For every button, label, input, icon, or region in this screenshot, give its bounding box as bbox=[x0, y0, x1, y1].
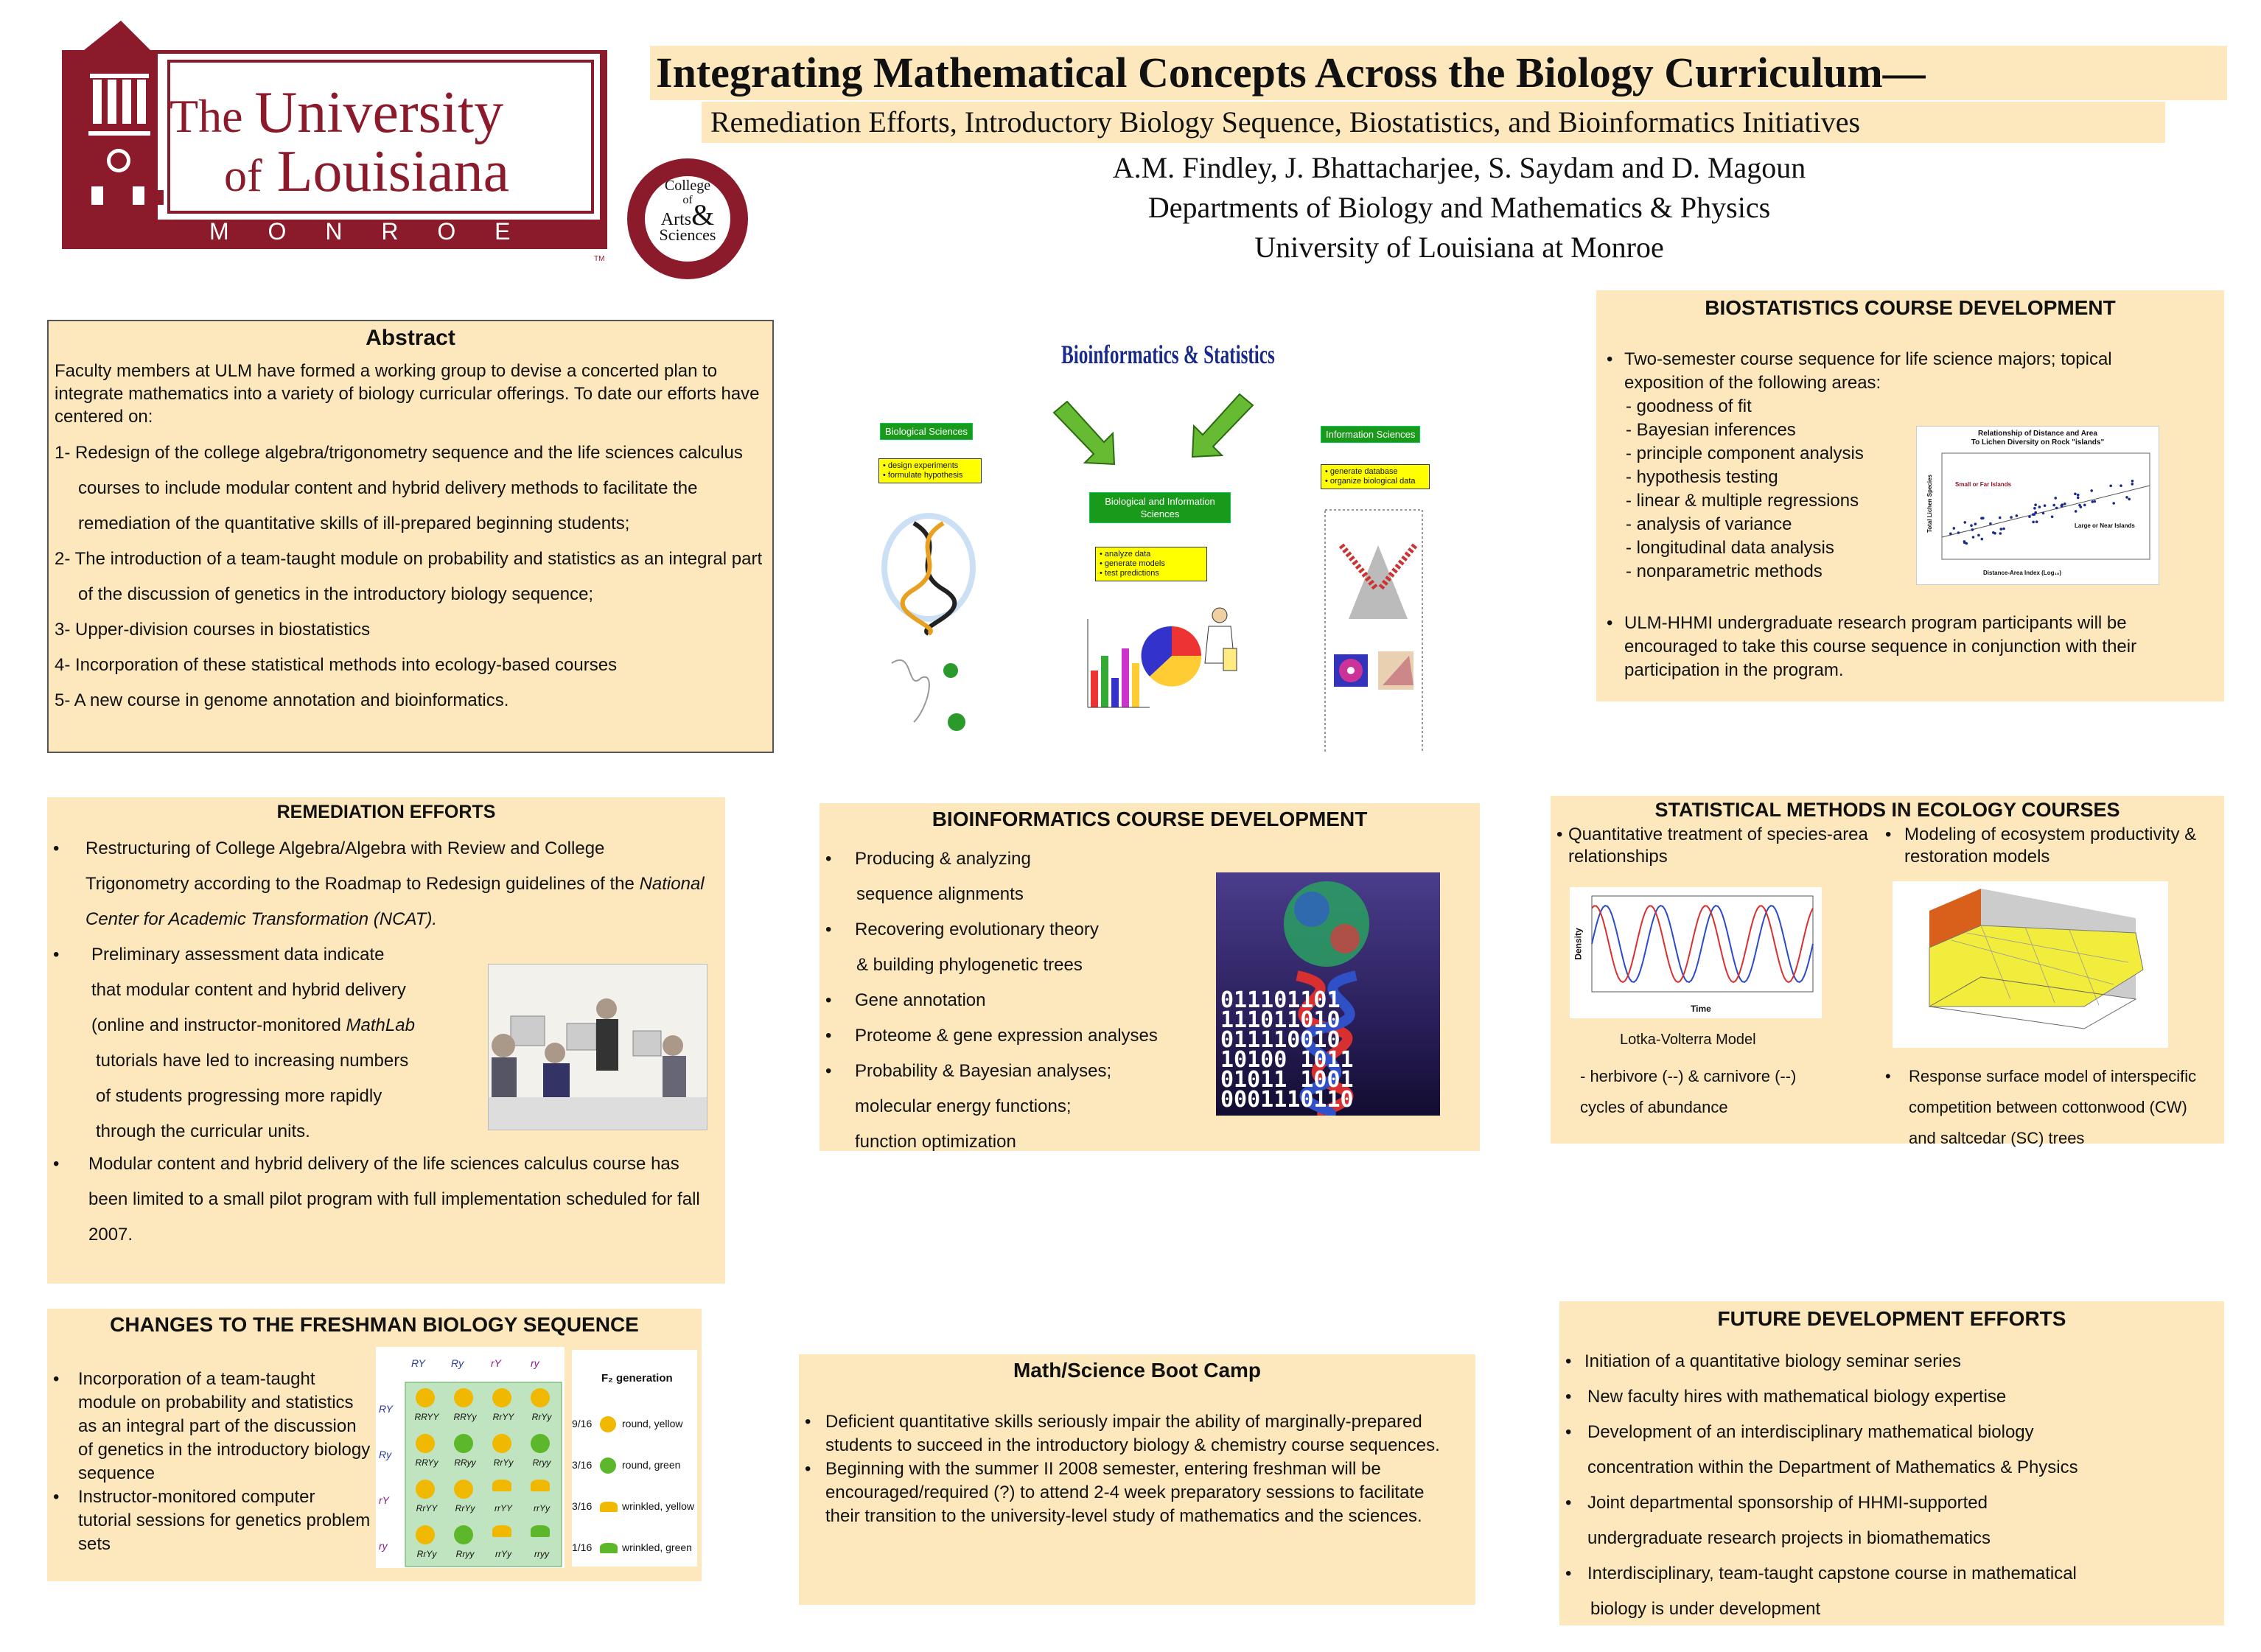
punnett-genotype: rryy bbox=[534, 1549, 549, 1559]
f2-label-1: round, yellow bbox=[622, 1418, 683, 1429]
punnett-seed-icon bbox=[454, 1480, 473, 1499]
abstract-intro: Faculty members at ULM have formed a working group to devise a concerted plan to integrate mathematics into a variety of biology curricular offerings. To date our efforts have centered on: bbox=[55, 361, 760, 427]
scatter-point bbox=[2033, 507, 2036, 510]
future-item-3b: concentration within the Department of Mathematics & Physics bbox=[1587, 1457, 2078, 1477]
future-item-4b: undergraduate research projects in biomathematics bbox=[1587, 1528, 1991, 1548]
scatter-small-label: Small or Far Islands bbox=[1955, 481, 2012, 488]
surface-plot-icon bbox=[1893, 881, 2168, 1048]
scatter-point bbox=[1992, 531, 1995, 534]
logo-monroe: M O N R O E bbox=[209, 218, 527, 245]
title-text: Integrating Mathematical Concepts Across the Biology Curriculum— bbox=[656, 49, 1926, 97]
remediation-b2-line1: • Preliminary assessment data indicate bbox=[91, 945, 385, 965]
topic-2: - Bayesian inferences bbox=[1626, 420, 1796, 440]
seal-line1: College bbox=[664, 178, 711, 194]
remediation-b1 bbox=[47, 831, 710, 937]
gamete-top-3: rY bbox=[491, 1357, 501, 1369]
freshman-panel bbox=[47, 1309, 702, 1581]
scatter-point bbox=[2034, 503, 2037, 506]
punnett-seed-icon bbox=[454, 1434, 473, 1453]
scatter-point bbox=[2044, 504, 2047, 507]
topic-7: - longitudinal data analysis bbox=[1626, 538, 1834, 558]
logo-louisiana: Louisiana bbox=[276, 139, 510, 204]
punnett-genotype: Rryy bbox=[455, 1549, 475, 1559]
punnett-seed-icon bbox=[492, 1388, 511, 1407]
lotka-volterra-chart bbox=[1570, 887, 1822, 1018]
biostat-bullet1-text: • Two-semester course sequence for life science majors; topical exposition of the following areas: bbox=[1601, 348, 2131, 395]
scatter-point bbox=[2055, 507, 2058, 510]
scatter-point bbox=[2054, 497, 2057, 500]
scatter-point bbox=[2077, 497, 2080, 500]
staircase-icon bbox=[1378, 651, 1413, 690]
topic-5: - linear & multiple regressions bbox=[1626, 491, 1859, 511]
arrow-left-down-icon bbox=[1192, 394, 1253, 457]
f2-ratio-4: 1/16 bbox=[572, 1541, 593, 1553]
binary-line-4: 10100 1011 bbox=[1220, 1047, 1354, 1073]
abstract-item-2: 2- The introduction of a team-taught module on probability and statistics as an integral part of the discussion of genetics in the introductory biology sequence; bbox=[55, 549, 763, 604]
topic-4: - hypothesis testing bbox=[1626, 467, 1778, 487]
bioinf-item-4: • Proteome & gene expression analyses bbox=[855, 1026, 1158, 1046]
future-item-3a: • Development of an interdisciplinary mathematical biology bbox=[1587, 1422, 2034, 1442]
bootcamp-b2: • Beginning with the summer II 2008 semester, entering freshman will be encouraged/required (?) to attend 2-4 week preparatory sessions to facilitate their transition to the university-level study of mathematics and the sciences. bbox=[799, 1457, 1462, 1528]
punnett-seed-icon bbox=[416, 1480, 435, 1499]
scatter-point bbox=[2077, 494, 2080, 497]
punnett-genotype: Rryy bbox=[532, 1457, 551, 1468]
lv-desc: - herbivore (--) & carnivore (--) cycles of abundance bbox=[1580, 1067, 1797, 1116]
punnett-genotype: rrYy bbox=[534, 1503, 550, 1513]
bioinformatics-list bbox=[820, 841, 1217, 1160]
bio-item-1: • design experiments bbox=[883, 461, 959, 470]
punnett-seed-icon bbox=[531, 1434, 550, 1453]
scatter-point bbox=[2042, 512, 2045, 515]
future-item-5a: • Interdisciplinary, team-taught capstone course in mathematical bbox=[1587, 1564, 2077, 1583]
seal-line4: Sciences bbox=[659, 225, 716, 244]
seal-amp: & bbox=[691, 198, 715, 231]
scatter-point bbox=[2032, 521, 2035, 524]
center-item-3: • test predictions bbox=[1100, 569, 1159, 578]
scatter-point bbox=[1971, 528, 1974, 531]
gene-map-icon bbox=[892, 660, 965, 731]
abstract-item-3: 3- Upper-division courses in biostatistics bbox=[55, 620, 371, 640]
punnett-genotype: RrYy bbox=[493, 1457, 514, 1468]
f2-label-2: round, green bbox=[622, 1459, 681, 1471]
freshman-list bbox=[47, 1368, 371, 1556]
arrow-right-down-icon bbox=[1054, 402, 1114, 464]
punnett-genotype: RrYy bbox=[531, 1412, 552, 1422]
abstract-panel bbox=[47, 320, 774, 753]
future-item-4a: • Joint departmental sponsorship of HHMI-supported bbox=[1587, 1493, 1988, 1513]
scatter-title-1: Relationship of Distance and Area bbox=[1978, 430, 2097, 438]
f2-ratio-1: 9/16 bbox=[572, 1418, 593, 1429]
biostat-panel bbox=[1596, 290, 2224, 701]
seed-yellow-round-icon bbox=[600, 1416, 616, 1432]
scatter-point bbox=[1980, 517, 1983, 520]
punnett-genotype: RrYy bbox=[416, 1549, 437, 1559]
subtitle-text: Remediation Efforts, Introductory Biology Sequence, Biostatistics, and Bioinformatics Initiatives bbox=[710, 105, 1861, 139]
poster-subtitle bbox=[702, 102, 2165, 143]
remediation-b3 bbox=[47, 1147, 718, 1253]
scatter-point bbox=[1999, 532, 2002, 535]
remediation-b1-text: Restructuring of College Algebra/Algebra with Review and College Trigonometry according to the Roadmap to Redesign guidelines of the bbox=[85, 839, 635, 894]
center-label: Biological and Information Sciences bbox=[1089, 492, 1231, 523]
punnett-seed-icon bbox=[416, 1434, 435, 1453]
scatter-point bbox=[1949, 533, 1952, 536]
scatter-xlabel: Distance-Area Index (Log₁₀) bbox=[1983, 570, 2062, 576]
gamete-side-4: ry bbox=[379, 1540, 388, 1552]
remediation-b2-line6: through the curricular units. bbox=[96, 1121, 310, 1141]
seed-yellow-wrinkled-icon bbox=[600, 1502, 618, 1512]
bioinformatics-diagram bbox=[870, 324, 1459, 752]
scatter-title-2: To Lichen Diversity on Rock "islands" bbox=[1971, 438, 2105, 447]
remediation-heading: REMEDIATION EFFORTS bbox=[276, 802, 496, 822]
binary-line-5: 01011 1001 bbox=[1220, 1067, 1354, 1093]
diagram-graphics bbox=[870, 324, 1459, 752]
scatter-point bbox=[2125, 496, 2128, 499]
scatter-point bbox=[2083, 504, 2086, 507]
lv-caption: Lotka-Volterra Model bbox=[1620, 1032, 1756, 1048]
punnett-seed-icon bbox=[531, 1480, 550, 1491]
scatter-point bbox=[2035, 520, 2038, 523]
bar-chart-icon bbox=[1088, 619, 1150, 707]
scatter-point bbox=[2063, 503, 2066, 505]
remediation-b2 bbox=[47, 937, 460, 1149]
binary-line-1: 011101101 bbox=[1220, 987, 1341, 1013]
gamete-side-3: rY bbox=[379, 1494, 389, 1506]
ecology-heading: STATISTICAL METHODS IN ECOLOGY COURSES bbox=[1654, 799, 2120, 821]
topic-1: - goodness of fit bbox=[1626, 396, 1752, 416]
scatter-point bbox=[2131, 480, 2134, 483]
future-item-1: • Initiation of a quantitative biology seminar series bbox=[1584, 1351, 1961, 1371]
biostat-heading: BIOSTATISTICS COURSE DEVELOPMENT bbox=[1705, 296, 2116, 319]
herbivore-curve bbox=[1592, 906, 1813, 982]
scatter-point bbox=[1953, 527, 1956, 530]
ecology-col1 bbox=[1551, 824, 1875, 868]
punnett-genotype: RrYY bbox=[492, 1412, 514, 1422]
abstract-heading: Abstract bbox=[366, 326, 455, 350]
logo-of: of bbox=[224, 151, 262, 201]
scatter-point bbox=[2109, 485, 2112, 488]
freshman-heading: CHANGES TO THE FRESHMAN BIOLOGY SEQUENCE bbox=[110, 1313, 639, 1336]
punnett-genotype: rrYY bbox=[495, 1503, 512, 1513]
topic-8: - nonparametric methods bbox=[1626, 561, 1823, 581]
remediation-b1-ncat: National Center for Academic Transformation (NCAT). bbox=[85, 874, 705, 929]
biostat-topics bbox=[1626, 395, 1864, 584]
ecology-col1-text: • Quantitative treatment of species-area relationships bbox=[1551, 824, 1875, 868]
punnett-genotype: RRYy bbox=[453, 1412, 477, 1422]
scatter-point bbox=[2000, 528, 2003, 531]
scatter-point bbox=[2051, 516, 2054, 519]
authors: A.M. Findley, J. Bhattacharjee, S. Saydam and D. Magoun bbox=[1112, 151, 1806, 184]
scatter-point bbox=[2112, 502, 2115, 505]
scatter-point bbox=[2128, 498, 2131, 501]
remediation-b2-line2: that modular content and hybrid delivery bbox=[91, 980, 406, 1000]
punnett-seed-icon bbox=[531, 1525, 550, 1537]
binary-line-6: 0001110110 bbox=[1220, 1087, 1354, 1113]
abstract-item-5: 5- A new course in genome annotation and bioinformatics. bbox=[55, 690, 509, 710]
biostat-bullet1 bbox=[1601, 348, 2131, 395]
cd-disc-icon bbox=[1334, 654, 1368, 687]
bootcamp-b1: • Deficient quantitative skills seriously impair the ability of marginally-prepared students to succeed in the introductory biology & chemistry course sequences. bbox=[799, 1410, 1462, 1457]
scatter-point bbox=[1964, 521, 1967, 524]
f2-label-3: wrinkled, yellow bbox=[622, 1500, 695, 1512]
lv-ylabel: Density bbox=[1573, 928, 1584, 960]
binary-text bbox=[1220, 987, 1354, 1113]
scatter-point bbox=[2080, 505, 2083, 508]
gamete-top-1: RY bbox=[411, 1357, 425, 1369]
future-item-5b: biology is under development bbox=[1590, 1599, 1821, 1619]
scatter-point bbox=[2074, 493, 2077, 496]
info-item-1: • generate database bbox=[1325, 467, 1398, 476]
diagram-title: Bioinformatics & Statistics bbox=[1061, 340, 1275, 369]
f2-title: F₂ generation bbox=[601, 1372, 673, 1385]
f2-legend bbox=[572, 1350, 697, 1567]
dna-helix-icon bbox=[884, 516, 973, 634]
scatter-point bbox=[2028, 515, 2031, 518]
remediation-b2-line4: tutorials have led to increasing numbers bbox=[96, 1051, 409, 1071]
bootcamp-heading: Math/Science Boot Camp bbox=[1013, 1359, 1262, 1382]
rs-desc-text: • Response surface model of interspecific competition between cottonwood (CW) and saltcedar (SC) trees bbox=[1879, 1061, 2218, 1154]
scatter-point bbox=[2016, 514, 2019, 517]
dna-binary-artwork bbox=[1216, 872, 1440, 1116]
bio-sciences-label: Biological Sciences bbox=[880, 423, 973, 440]
future-heading: FUTURE DEVELOPMENT EFFORTS bbox=[1717, 1307, 2066, 1330]
seed-green-wrinkled-icon bbox=[600, 1543, 618, 1553]
university-logo bbox=[62, 21, 622, 264]
scatter-chart bbox=[1916, 426, 2159, 585]
logo-the: The bbox=[170, 90, 243, 142]
pie-chart-icon bbox=[1142, 626, 1201, 687]
logo-tm: TM bbox=[594, 255, 605, 263]
institution: University of Louisiana at Monroe bbox=[1254, 231, 1664, 264]
scatter-point bbox=[2120, 484, 2122, 487]
binary-line-2: 111011010 bbox=[1220, 1007, 1341, 1033]
scatter-point bbox=[1970, 524, 1973, 527]
info-sciences-label: Information Sciences bbox=[1321, 426, 1420, 443]
bioinf-item-1a: • Producing & analyzing bbox=[855, 849, 1031, 869]
bio-item-2: • formulate hypothesis bbox=[883, 471, 963, 480]
seal-line3: Arts bbox=[660, 210, 692, 229]
center-item-2: • generate models bbox=[1100, 559, 1165, 568]
scatter-point bbox=[2052, 504, 2055, 507]
scatter-large-label: Large or Near Islands bbox=[2075, 522, 2135, 529]
abstract-item-4: 4- Incorporation of these statistical methods into ecology-based courses bbox=[55, 655, 618, 675]
scientist-icon bbox=[1205, 608, 1237, 671]
bioinf-item-5b: molecular energy functions; bbox=[855, 1096, 1072, 1116]
college-seal bbox=[625, 156, 750, 281]
info-item-2: • organize biological data bbox=[1325, 477, 1416, 486]
bioinformatics-panel bbox=[820, 803, 1480, 1151]
remediation-b2-line3: (online and instructor-monitored bbox=[91, 1015, 341, 1035]
scatter-point bbox=[1972, 536, 1975, 539]
gamete-side-2: Ry bbox=[379, 1449, 392, 1460]
punnett-square bbox=[376, 1347, 565, 1568]
scatter-point bbox=[1999, 517, 2002, 519]
punnett-genotype: rrYy bbox=[495, 1549, 511, 1559]
biostat-bullet2 bbox=[1601, 612, 2190, 682]
remediation-panel bbox=[47, 797, 725, 1284]
computer-lab-photo bbox=[488, 964, 707, 1130]
scatter-point bbox=[2090, 489, 2093, 492]
scatter-point bbox=[2091, 500, 2094, 503]
scatter-point bbox=[2075, 510, 2077, 513]
scatter-plot bbox=[1917, 427, 2159, 584]
punnett-seed-icon bbox=[416, 1388, 435, 1407]
scatter-point bbox=[1974, 522, 1977, 525]
rs-desc bbox=[1879, 1061, 2218, 1154]
gamete-top-4: ry bbox=[531, 1357, 539, 1369]
punnett-seed-icon bbox=[492, 1434, 511, 1453]
punnett-genotype: RRYY bbox=[414, 1412, 439, 1422]
punnett-genotype: RRYy bbox=[415, 1457, 438, 1468]
punnett-genotype: RRyy bbox=[454, 1457, 476, 1468]
seed-green-round-icon bbox=[600, 1457, 616, 1474]
bioinf-item-3: • Gene annotation bbox=[855, 990, 986, 1010]
scatter-point bbox=[2010, 516, 2013, 519]
future-item-2: • New faculty hires with mathematical biology expertise bbox=[1587, 1387, 2007, 1407]
gamete-side-1: RY bbox=[379, 1403, 393, 1415]
punnett-genotype: RrYY bbox=[416, 1503, 438, 1513]
punnett-seed-icon bbox=[531, 1388, 550, 1407]
scatter-ylabel: Total Lichen Species bbox=[1926, 475, 1933, 533]
bioinformatics-heading: BIOINFORMATICS COURSE DEVELOPMENT bbox=[932, 808, 1368, 830]
future-panel bbox=[1559, 1301, 2224, 1625]
remediation-mathlab: MathLab bbox=[346, 1015, 415, 1035]
bioinf-item-5c: function optimization bbox=[855, 1132, 1016, 1152]
ecology-panel bbox=[1551, 796, 2224, 1147]
scatter-point bbox=[2034, 511, 2037, 514]
f2-ratio-3: 3/16 bbox=[572, 1500, 593, 1512]
seal-line2: of bbox=[682, 194, 693, 206]
scatter-point bbox=[1981, 538, 1984, 541]
abstract-item-1: 1- Redesign of the college algebra/trigonometry sequence and the life sciences calculus courses to include modular content and hybrid delivery methods to facilitate the remediation of the quantitative skills of ill-prepared beginning students; bbox=[55, 443, 743, 533]
bootcamp-panel bbox=[799, 1354, 1475, 1605]
freshman-b1: • Incorporation of a team-taught module on probability and statistics as an integral part of the discussion of genetics in the introductory biology sequence bbox=[47, 1368, 371, 1485]
ecology-col2-text: • Modeling of ecosystem productivity & restoration models bbox=[1879, 824, 2218, 868]
scatter-point bbox=[1977, 534, 1980, 537]
center-item-1: • analyze data bbox=[1100, 550, 1151, 559]
remediation-b3-text: • Modular content and hybrid delivery of the life sciences calculus course has been limited to a small pilot program with full implementation scheduled for fall 2007. bbox=[47, 1147, 718, 1253]
future-list bbox=[1559, 1344, 2215, 1627]
punnett-seed-icon bbox=[454, 1525, 473, 1544]
bootcamp-list bbox=[799, 1410, 1462, 1528]
ecology-col2 bbox=[1879, 824, 2218, 868]
topic-6: - analysis of variance bbox=[1626, 514, 1792, 534]
scatter-point bbox=[2038, 505, 2041, 508]
gamete-top-2: Ry bbox=[451, 1357, 464, 1369]
bioinf-item-1b: sequence alignments bbox=[856, 884, 1024, 904]
scatter-point bbox=[1989, 522, 1992, 525]
scatter-point bbox=[1957, 531, 1960, 534]
punnett-seed-icon bbox=[416, 1525, 435, 1544]
f2-ratio-2: 3/16 bbox=[572, 1459, 593, 1471]
remediation-b2-line5: of students progressing more rapidly bbox=[96, 1086, 382, 1106]
f2-label-4: wrinkled, green bbox=[622, 1541, 692, 1553]
database-pyramid-icon bbox=[1341, 545, 1415, 619]
scatter-point bbox=[2061, 505, 2063, 508]
bioinf-item-2b: & building phylogenetic trees bbox=[856, 955, 1083, 975]
poster-title bbox=[650, 46, 2227, 100]
scatter-point bbox=[2032, 513, 2035, 516]
bioinf-item-2a: • Recovering evolutionary theory bbox=[855, 920, 1099, 939]
bioinf-item-5a: • Probability & Bayesian analyses; bbox=[855, 1061, 1112, 1081]
response-surface-chart bbox=[1893, 881, 2168, 1048]
freshman-b2: • Instructor-monitored computer tutorial sessions for genetics problem sets bbox=[47, 1485, 371, 1556]
departments: Departments of Biology and Mathematics & Physics bbox=[1147, 191, 1771, 224]
scatter-point bbox=[2002, 528, 2005, 531]
lv-xlabel: Time bbox=[1691, 1004, 1711, 1014]
punnett-seed-icon bbox=[492, 1480, 511, 1491]
scatter-point bbox=[2131, 483, 2134, 486]
topic-3: - principle component analysis bbox=[1626, 444, 1864, 463]
binary-line-3: 011110010 bbox=[1220, 1027, 1341, 1053]
punnett-seed-icon bbox=[492, 1525, 511, 1537]
punnett-genotype: RrYy bbox=[455, 1503, 475, 1513]
scatter-point bbox=[1965, 542, 1968, 545]
biostat-bullet2-text: • ULM-HHMI undergraduate research program participants will be encouraged to take this course sequence in conjunction with their participation in the program. bbox=[1601, 612, 2190, 682]
logo-university: University bbox=[254, 80, 504, 145]
punnett-seed-icon bbox=[454, 1388, 473, 1407]
